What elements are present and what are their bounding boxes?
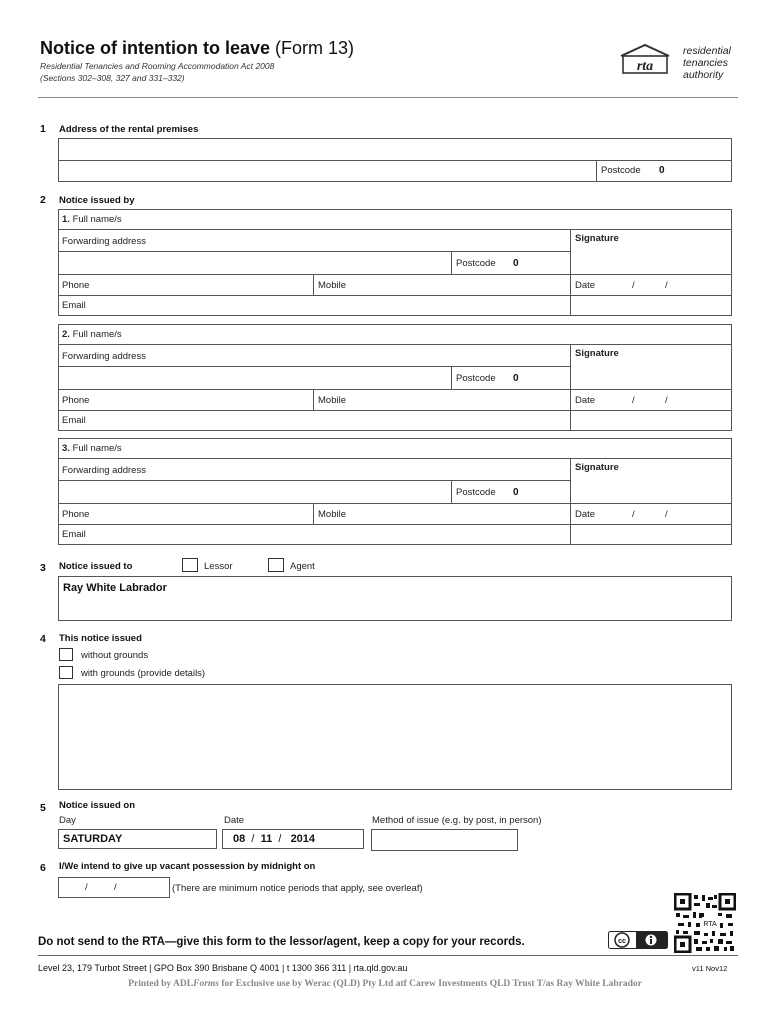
section-number: 6 — [40, 862, 46, 874]
rta-logo-text: residential tenancies authority — [683, 45, 731, 81]
postcode-label: Postcode — [456, 487, 496, 498]
form-number: (Form 13) — [275, 38, 355, 58]
day-value: SATURDAY — [63, 833, 123, 845]
with-grounds-label: with grounds (provide details) — [81, 668, 206, 679]
phone-field[interactable]: Phone — [62, 509, 90, 520]
signature-field[interactable]: Signature — [575, 233, 619, 244]
footer-instruction: Do not send to the RTA—give this form to the lessor/agent, keep a copy for your records. — [38, 936, 525, 948]
footer-divider — [38, 955, 738, 956]
section-heading: This notice issued — [59, 633, 142, 644]
mobile-field[interactable]: Mobile — [318, 280, 346, 291]
form-version: v11 Nov12 — [692, 964, 728, 973]
agent-label: Agent — [290, 561, 315, 572]
issue-date-value: 08 / 11 / 2014 — [233, 833, 316, 845]
email-field[interactable]: Email — [62, 415, 86, 426]
day-label: Day — [59, 815, 76, 826]
with-grounds-checkbox[interactable] — [59, 666, 73, 679]
postcode-field[interactable]: 0 — [513, 373, 519, 384]
issued-to-value: Ray White Labrador — [63, 582, 167, 594]
mobile-field[interactable]: Mobile — [318, 395, 346, 406]
section-number: 3 — [40, 562, 46, 574]
postcode-label: Postcode — [456, 373, 496, 384]
printed-by-notice: Printed by ADLForms for Exclusive use by Werac (QLD) Pty Ltd atf Carew Investments QLD Trust T/as Ray White Labrador — [128, 979, 642, 989]
issuer-block-2 — [58, 324, 732, 431]
rta-logo-mark: rta — [636, 59, 654, 74]
date-field[interactable]: Date / / — [575, 395, 668, 406]
lessor-checkbox[interactable] — [182, 558, 198, 572]
section-number: 4 — [40, 633, 46, 645]
phone-field[interactable]: Phone — [62, 280, 90, 291]
forwarding-address-field[interactable]: Forwarding address — [62, 351, 146, 362]
section-heading: Notice issued by — [59, 195, 135, 206]
signature-field[interactable]: Signature — [575, 348, 619, 359]
date-field[interactable]: Date / / — [575, 280, 668, 291]
grounds-details-field[interactable] — [58, 684, 732, 790]
svg-text:cc: cc — [618, 938, 626, 945]
phone-field[interactable]: Phone — [62, 395, 90, 406]
section-heading: Notice issued to — [59, 561, 133, 572]
full-name-field[interactable]: 3. Full name/s — [62, 443, 122, 454]
mobile-field[interactable]: Mobile — [318, 509, 346, 520]
postcode-field[interactable]: 0 — [513, 487, 519, 498]
header-divider — [38, 97, 738, 98]
without-grounds-checkbox[interactable] — [59, 648, 73, 661]
section-number: 5 — [40, 802, 46, 814]
postcode-label: Postcode — [456, 258, 496, 269]
section-heading: Notice issued on — [59, 800, 136, 811]
notice-period-note: (There are minimum notice periods that apply, see overleaf) — [172, 883, 423, 894]
qr-code-icon — [674, 893, 736, 953]
method-of-issue-field[interactable] — [371, 829, 518, 851]
act-reference: Residential Tenancies and Rooming Accommodation Act 2008 (Sections 302–308, 327 and 331–332) — [40, 61, 275, 83]
section-heading: I/We intend to give up vacant possession by midnight on — [59, 861, 316, 872]
agent-checkbox[interactable] — [268, 558, 284, 572]
method-label: Method of issue (e.g. by post, in person) — [372, 815, 542, 826]
section-number: 1 — [40, 123, 46, 135]
signature-field[interactable]: Signature — [575, 462, 619, 473]
full-name-field[interactable]: 1. Full name/s — [62, 214, 122, 225]
lessor-label: Lessor — [204, 561, 233, 572]
creative-commons-icon — [608, 931, 668, 949]
issuer-block-1 — [58, 209, 732, 316]
without-grounds-label: without grounds — [81, 650, 149, 661]
date-label: Date — [224, 815, 245, 826]
full-name-field[interactable]: 2. Full name/s — [62, 329, 122, 340]
email-field[interactable]: Email — [62, 300, 86, 311]
qr-caption: RTA — [703, 921, 717, 928]
postcode-field[interactable]: 0 — [513, 258, 519, 269]
forwarding-address-field[interactable]: Forwarding address — [62, 465, 146, 476]
rta-logo-icon — [617, 42, 673, 76]
email-field[interactable]: Email — [62, 529, 86, 540]
forwarding-address-field[interactable]: Forwarding address — [62, 236, 146, 247]
date-field[interactable]: Date / / — [575, 509, 668, 520]
footer-address: Level 23, 179 Turbot Street | GPO Box 390 Brisbane Q 4001 | t 1300 366 311 | rta.qld.gov.au — [38, 963, 408, 973]
section-number: 2 — [40, 194, 46, 206]
section-heading: Address of the rental premises — [59, 124, 199, 135]
issuer-block-3 — [58, 438, 732, 545]
page-title: Notice of intention to leave (Form 13) — [40, 38, 355, 58]
postcode-label: Postcode — [601, 165, 641, 176]
postcode-field[interactable]: 0 — [659, 165, 665, 176]
